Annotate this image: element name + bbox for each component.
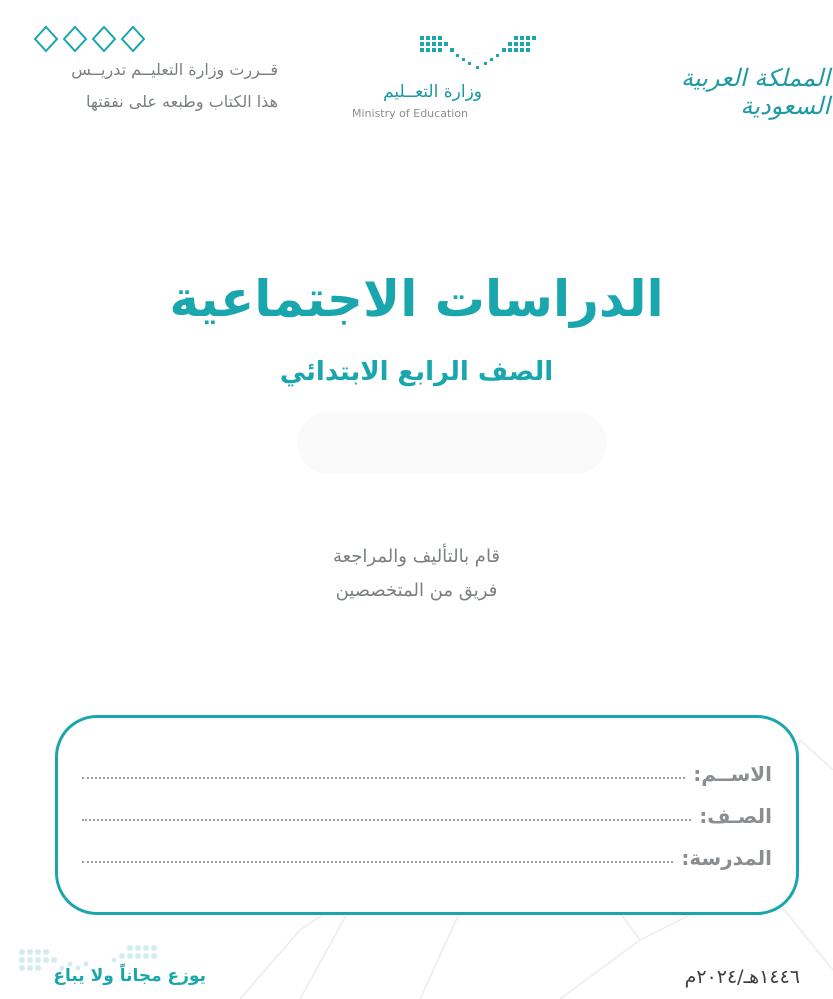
ministry-name-english: Ministry of Education xyxy=(352,107,469,120)
school-field[interactable] xyxy=(82,861,673,863)
book-title: الدراسات الاجتماعية xyxy=(169,270,664,328)
student-info-box xyxy=(55,715,799,915)
name-field[interactable] xyxy=(82,777,685,779)
edition-year: ١٤٤٦هـ/٢٠٢٤م xyxy=(684,966,800,988)
printing-statement: هذا الكتاب وطبعه على نفقتها xyxy=(85,92,278,111)
school-row xyxy=(82,840,772,870)
grade-field[interactable] xyxy=(82,819,691,821)
ministry-logo-icon xyxy=(412,32,542,76)
grade-row xyxy=(82,798,772,828)
school-label: المدرسة: xyxy=(681,846,772,870)
grade-subtitle: الصف الرابع الابتدائي xyxy=(279,357,554,387)
authors-team-line: فريق من المتخصصين xyxy=(335,580,498,601)
approval-statement: قــررت وزارة التعليــم تدريــس xyxy=(71,60,278,79)
ministry-name-arabic: وزارة التعــليم xyxy=(383,82,482,102)
authored-by-line: قام بالتأليف والمراجعة xyxy=(332,546,501,567)
name-row xyxy=(82,756,772,786)
grade-label: الصـف: xyxy=(699,804,772,828)
free-distribution-notice: يوزع مجاناً ولا يباع xyxy=(53,966,206,986)
kingdom-calligraphy: المملكة العربية السعودية xyxy=(680,64,830,120)
semester-placeholder xyxy=(297,412,607,474)
name-label: الاســم: xyxy=(693,762,772,786)
diamond-icon xyxy=(32,24,152,54)
